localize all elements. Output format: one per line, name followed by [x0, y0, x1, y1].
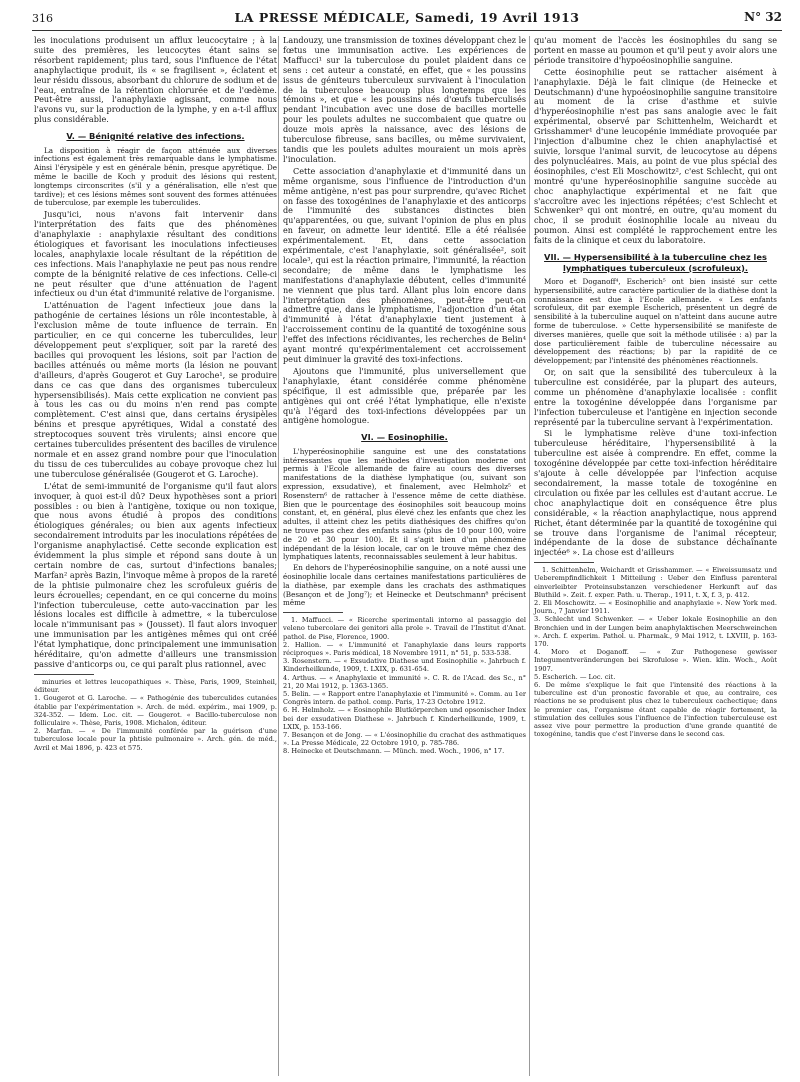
- section-heading: [534, 252, 777, 273]
- paragraph: Cette association d'anaphylaxie et d'immunité dans un même organisme, sous l'influence de l'introduction d'un même antigène, n'est pas pour surprendre, qu'avec Richet on fasse des toxogénines de l'anaphylaxie et des anticorps de l'immunité des substances distinctes bien qu'apparentées, ou que, suivant l'opinion de plus en plus en faveur, on admette leur identité. Elle a été réalisée expérimentalement. Et, dans cette association expérimentale, c'est l'anaphylaxie, soit généralisée², soit locale³, qui est la réaction primaire, l'immunité, la réaction secondaire; de même dans le lymphatisme les manifestations d'anaphylaxie débutent, celles d'immunité ne viennent que plus tard. Allant plus loin encore dans l'interprétation des phénomènes, peut-être peut-on admettre que, dans le lymphatisme, l'adjonction d'un état d'immunité à l'état d'anaphylaxie tient justement à l'accroissement continu de la quantité de toxogénine sous l'effet des infections récidivantes, les recherches de Belin⁴ ayant montré qu'expérimentalement cet accroissement peut diminuer la gravité des toxi-infections.: [283, 165, 526, 364]
- running-title: LA PRESSE MÉDICALE, Samedi, 19 Avril 1913: [234, 10, 580, 25]
- paragraph: L'hyperéosinophilie sanguine est une des constatations intéressantes que les méthodes d'investigation moderne ont permis à l'Ecole allemande de faire au cours des diverses manifestations de la diathèse lymphatique (ou, suivant son expression, exsudative), et finalement, avec Helmholz⁵ et Rosenstern⁶ de rattacher à l'essence même de cette diathèse. Bien que le pourcentage des éosinophiles soit beaucoup moins constant, et, en général, plus élevé chez les enfants que chez les adultes, il atteint chez les petits diathésiques des chiffres qu'on ne trouve pas chez des enfants sains (plus de 10 pour 100, voire de 20 et 30 pour 100). Et il s'agit bien d'un phénomène indépendant de la lésion locale, car on le trouve même chez des lymphatiques latents, reconnaissables seulement à leur habitus.: [283, 446, 526, 562]
- footnote-text: 1. Maffucci. — « Ricerche sperimentali intorno al passaggio del veleno tubercolare dei genitori alla prole ». Travail de l'Institut d'Anat. pathol. de Pise, Florence, 1900. 2. Hallion. — « L'immunité et l'anaphylaxie dans leurs rapports réciproques ». Paris médical, 18 Novembre 1911, n° 51, p. 533-538. 3. Rosenstern. — « Exsudative Diathese und Eosinophilie ». Jahrbuch f. Kinderheilkunde, 1909, t. LXIX, p. 631-654. 4. Arthus. — « Anaphylaxie et immunité ». C. R. de l'Acad. des Sc., n° 21, 20 Mai 1912, p. 1363-1365. 5. Belin. — « Rapport entre l'anaphylaxie et l'immunité ». Comm. au 1er Congrès intern. de pathol. comp. Paris, 17-23 Octobre 1912. 6. H. Helmholz. — « Eosinophile Blutkörperchen und opsonischer Index bei der exsudativen Diathese ». Jahrbuch f. Kinderheilkunde, 1909, t. LXIX, p. 153-166. 7. Besançon et de Jong. — « L'éosinophilie du crachat des asthmatiques ». La Presse Médicale, 22 Octobre 1910, p. 785-786. 8. Heinecke et Deutschmann. — Münch. med. Woch., 1906, n° 17.: [283, 616, 526, 756]
- section-heading-text: VII. — Hypersensibilité à la tuberculine chez les lymphatiques tuberculeux (scrofuleux).: [544, 252, 767, 273]
- footnote-text: 1. Schittenhelm, Weichardt et Grisshammer. — « Eiweissumsatz und Ueberempfindlichkeit 1 Mitteilung : Ueber den Einfluss parenteral einverleibter Proteinsubstanzen verschiedener Herkunft auf das Bluthild ». Zeit. f. exper. Path. u. Therap., 1911, t. X, f. 3, p. 412. 2. Eli Moschowitz. — « Eosinophilie and anaphylaxie ». New York med. Journ., 7 Janvier 1911. 3. Schlecht und Schwenker. — « Ueber lokale Eosinophilie an den Bronchien und in der Lungen beim anaphylaktischen Meerschweinchen ». Arch. f. experim. Pathol. u. Pharmak., 9 Mai 1912, t. LXVIII, p. 163-170. 4. Moro et Doganoff. — « Zur Pathogenese gewisser Integumentveränderungen bei Skrofulose ». Wien. klin. Woch., Août 1907. 5. Escherich. — Loc. cit. 6. De même s'explique le fait que l'intensité des réactions à la tuberculine est d'un pronostic favorable et que, au contraire, ces réactions ne se produisent plus chez le tuberculeux cachectique; dans le premier cas, l'organisme étant capable de réagir fortement, la stimulation des cellules sous l'influence de l'infection tuberculeuse est assez vive pour permettre la production d'une grande quantité de toxogénine, tandis que c'est l'inverse dans le second cas.: [534, 566, 777, 739]
- paragraph: L'état de semi-immunité de l'organisme qu'il faut alors invoquer, à quoi est-il dû? Deux hypothèses sont a priori possibles : ou bien à l'antigène, toxique ou non toxique, que nous avons étudié à propos des conditions étiologiques générales; ou bien aux agents infectieux secondairement introduits par les inoculations répétées de l'organisme anaphylactisé. Cette seconde explication est évidemment la plus simple et répond sans doute à un certain nombre de cas, surtout d'infections banales; Marfan² après Bazin, l'invoque même à propos de la rareté de la phtisie pulmonaire chez les scrofuleux guéris de leurs écrouelles; cependant, en ce qui concerne du moins l'infection tuberculeuse, cette auto-vaccination par les lésions locales est difficile à admettre, « la tuberculose locale n'immunisant pas » (Jousset). Il faut alors invoquer une immunisation par les antigènes mêmes qui ont créé l'état lymphatique, donc principalement une immunisation héréditaire, qu'on admette d'ailleurs une transmission passive d'anticorps ou, ce qui paraît plus rationnel, avec: [34, 480, 277, 670]
- paragraph: Or, on sait que la sensibilité des tuberculeux à la tuberculine est considérée, par la plupart des auteurs, comme un phénomène d'anaphylaxie localisée : conflit entre la toxogénine développée dans l'organisme par l'infection tuberculeuse et l'antigène en injection seconde représenté par la tuberculine servant à l'expérimentation.: [534, 367, 777, 427]
- section-heading-text: VI. — Eosinophilie.: [361, 432, 448, 443]
- column-2: [283, 36, 526, 757]
- footnotes: [283, 616, 526, 755]
- column-1: [34, 36, 277, 753]
- page-number: 316: [32, 12, 53, 25]
- footnote-rule: [283, 612, 343, 613]
- section-heading-text: V. — Bénignité relative des infections.: [66, 131, 245, 142]
- paragraph: Jusqu'ici, nous n'avons fait intervenir dans l'interprétation des faits que des phénomènes d'anaphylaxie : anaphylaxie résultant des conditions étiologiques et favorisant les inoculations infectieuses locales, anaphylaxie locale résultant de la répétition de ces infections. Mais l'anaphylaxie ne peut pas nous rendre compte de la bénignité relative de ces infections. Celle-ci ne peut résulter que d'une atténuation de l'agent infectieux ou d'un état d'immunité relative de l'organisme.: [34, 209, 277, 299]
- footnote-rule: [534, 562, 594, 563]
- column-3: [534, 36, 777, 739]
- column-divider: [529, 36, 530, 1076]
- footnotes: [34, 678, 277, 752]
- paragraph: Landouzy, une transmission de toxines développant chez le fœtus une immunisation active. Les expériences de Maffucci¹ sur la tuberculose du poulet plaident dans ce sens : cet auteur a constaté, en effet, que « les poussins issus de géniteurs tuberculeux survivaient à l'inoculation de la tuberculose beaucoup plus longtemps que les témoins », et que « les poussins nés d'œufs tuberculisés pendant l'incubation avec une dose de bacilles mortelle pour les poulets adultes ne succombaient que quatre ou douze mois après la naissance, avec des lésions de tuberculose fibreuse, sans bacilles, ou même survivaient, tandis que les poulets adultes mouraient un mois après l'inoculation.: [283, 35, 526, 164]
- paragraph: Moro et Doganoff⁴, Escherich⁵ ont bien insisté sur cette hypersensibilité, autre caractère particulier de la diathèse dont la connaissance est due à l'Ecole allemande. « Les enfants scrofuleux, dit par exemple Escherich, présentent un degré de sensibilité à la tuberculine auquel on n'atteint dans aucune autre forme de tuberculose. » Cette hypersensibilité se manifeste de diverses manières, quelle que soit la méthode utilisée : a) par la dose particulièrement faible de tuberculine nécessaire au développement des réactions; b) par la rapidité de ce développement; par l'intensité des phénomènes réactionnels.: [534, 277, 777, 366]
- footnote-text: minuries et lettres leucopathiques ». Thèse, Paris, 1909, Steinheil, éditeur. 1. Gougerot et G. Laroche. — « Pathogénie des tuberculides cutanées établie par l'expérimentation ». Arch. de méd. expérim., mai 1909, p. 324-352. — Idem. Loc. cit. — Gougerot. « Bacillo-tuberculose non folliculaire ». Thèse, Paris, 1908. Michalon, éditeur. 2. Marfan. — « De l'immunité conférée par la guérison d'une tuberculose locale pour la phtisie pulmonaire ». Arch. gén. de méd., Avril et Mai 1896, p. 423 et 575.: [34, 677, 277, 752]
- paragraph: En dehors de l'hyperéosinophilie sanguine, on a noté aussi une éosinophilie locale dans certaines manifestations particulières de la diathèse, par exemple dans les crachats des asthmatiques (Besançon et de Jong⁷); et Heinecke et Deutschmann⁸ précisent même: [283, 563, 526, 608]
- paragraph: L'atténuation de l'agent infectieux joue dans la pathogénie de certaines lésions un rôle incontestable, à l'exclusion même de toute influence de terrain. En particulier, en ce qui concerne les tuberculides, leur développement peut s'expliquer, soit par la rareté des bacilles qui provoquent les lésions, soit par l'action de bacilles atténués ou même morts (la lésion ne pouvant d'ailleurs, d'après Gougerot et Guy Laroche¹, se produire dans ce cas que dans des organismes tuberculeux hypersensibilisés). Mais cette explication ne convient pas à tous les cas ou du moins n'en rend pas compte complètement. C'est ainsi que, dans certains érysipèles bénins et presque apyrétiques, Widal a constaté des streptocoques souvent très virulents; ainsi encore que certaines tuberculides présentent des bacilles de virulence normale et en assez grand nombre pour que l'inoculation du tissu de ces tuberculides au cobaye provoque chez lui une tuberculose généralisée (Gougerot et G. Laroche).: [34, 300, 277, 479]
- column-divider: [278, 36, 279, 1076]
- issue-number: N° 32: [744, 10, 782, 24]
- footnote-rule: [34, 674, 94, 675]
- section-heading: [283, 432, 526, 443]
- paragraph: qu'au moment de l'accès les éosinophiles du sang se portent en masse au poumon et qu'il peut y avoir alors une période transitoire d'hypoéosinophilie sanguine.: [534, 35, 777, 65]
- footnotes: [534, 566, 777, 738]
- paragraph: Si le lymphatisme relève d'une toxi-infection tuberculeuse héréditaire, l'hypersensibilité à la tuberculine est aisée à comprendre. En effet, comme la toxogénine développée par cette toxi-infection héréditaire s'ajoute à celle développée par l'infection acquise secondairement, la masse totale de toxogénine en circulation ou fixée par les cellules est d'autant accrue. Le choc anaphylactique doit en conséquence être plus considérable, « la réaction anaphylactique, nous apprend Richet, étant déterminée par la quantité de toxogénine qui se trouve dans l'organisme de l'animal récepteur, indépendante de la dose de substance déchaînante injectée⁶ ». La chose est d'ailleurs: [534, 428, 777, 558]
- section-heading: [34, 131, 277, 142]
- paragraph: Cette éosinophilie peut se rattacher aisément à l'anaphylaxie. Déjà le fait clinique (de Heinecke et Deutschmann) d'une hypoéosinophilie sanguine transitoire au moment de la crise d'asthme et suivie d'hyperéosinophilie n'est pas sans analogie avec le fait expérimental, observé par Schittenhelm, Weichardt et Grisshammer¹ d'une leucopénie immédiate provoquée par l'injection d'albumine chez le chien anaphylactisé et suivie, lorsque l'animal survit, de leucocytose au dépens des polynucléaires. Mais, au point de vue plus spécial des éosinophiles, c'est Eli Moschowitz², c'est Schlecht, qui ont montré qu'une hyperéosinophilie sanguine succède au choc anaphylactique expérimental et ne fait que s'accroître avec les injections répétées; c'est Schlecht et Schwenker³ qui ont montré, en outre, qu'au moment du choc, il se produit éosinophilie locale au niveau du poumon. Ainsi est complété le rapprochement entre les faits de la clinique et ceux du laboratoire.: [534, 66, 777, 246]
- paragraph: La disposition à réagir de façon atténuée aux diverses infections est également très remarquable dans le lymphatisme. Ainsi l'érysipèle y est en générale bénin, presque apyrétique. De même le bacille de Koch y produit des lésions qui restent, longtemps circonscrites (s'il y a généralisation, elle n'est que tardive); et ces lésions mêmes sont souvent des formes atténuées de tuberculose, par exemple les tuberculides.: [34, 145, 277, 208]
- running-header: [32, 8, 782, 31]
- paragraph: les inoculations produisent un afflux leucocytaire ; à la suite des premières, les leucocytes étant sains se résorbent rapidement; plus tard, sous l'influence de l'état anaphylactique produit, ils « se fragilisent », éclatent et leur résidu dissous, absorbant du chlorure de sodium et de l'eau, entraîne de la rétention chlorurée et de l'œdème. Peut-être aussi, l'anaphylaxie agissant, comme nous l'avons vu, sur la production de la lymphe, y en a-t-il afflux plus considérable.: [34, 35, 277, 125]
- paragraph: Ajoutons que l'immunité, plus universellement que l'anaphylaxie, étant considérée comme phénomène spécifique, il est admissible que, préparée par les antigènes qui ont créé l'état lymphatique, elle n'existe qu'à l'égard des toxi-infections développées par un antigène homologue.: [283, 365, 526, 426]
